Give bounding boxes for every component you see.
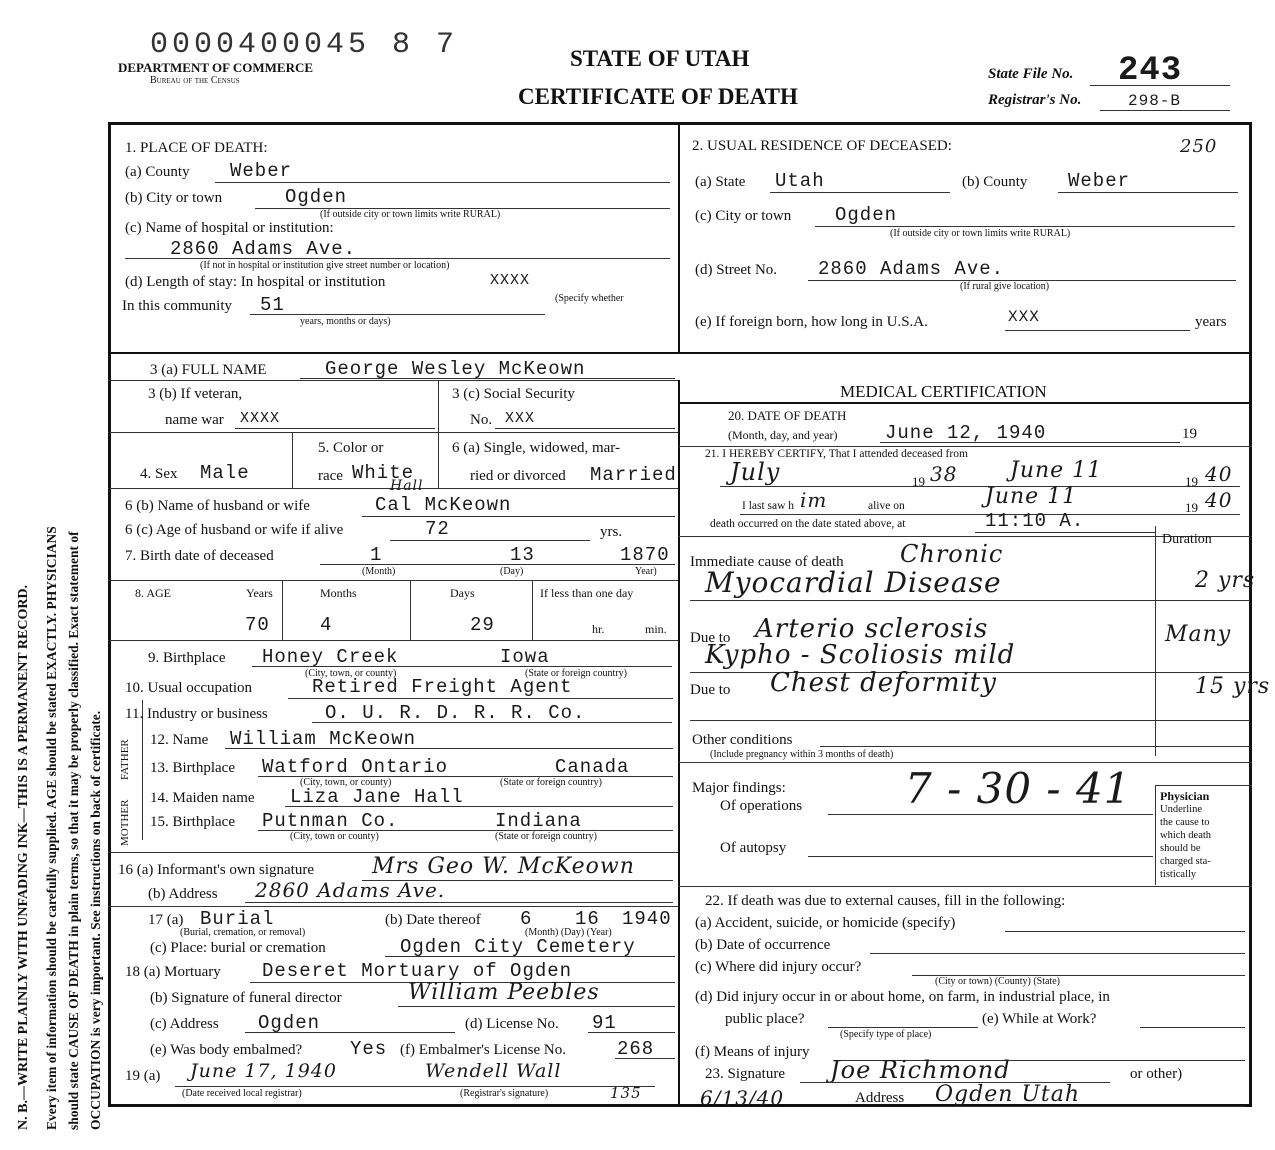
physician-address-label: Address (855, 1090, 905, 1106)
external-d-spec: (Specify type of place) (840, 1029, 932, 1040)
birth-year: 1870 (620, 544, 670, 566)
spouse-label: 6 (b) Name of husband or wife (125, 498, 310, 514)
state-file-line (1090, 85, 1230, 86)
embalmer-label: (f) Embalmer's License No. (400, 1042, 566, 1058)
burial-place: Ogden City Cemetery (400, 936, 636, 958)
res-years: years (1195, 314, 1227, 330)
res-county-value: Weber (1068, 170, 1131, 192)
city-value: Ogden (285, 186, 348, 208)
res-city-label: (c) City or town (695, 208, 792, 224)
specify-note: (Specify whether (555, 293, 624, 304)
mother-bp-label: 15. Birthplace (150, 814, 235, 830)
margin-line-3: should state CAUSE OF DEATH in plain terms, so that it may be properly classified. Exact statement of (66, 531, 81, 1130)
mortuary-value: Deseret Mortuary of Ogden (262, 960, 573, 982)
external-b-line (870, 953, 1245, 954)
birth-line (320, 564, 675, 565)
medical-heading: MEDICAL CERTIFICATION (840, 382, 1047, 401)
county-value: Weber (230, 160, 293, 182)
row-age-top (108, 580, 678, 581)
race-label: race (318, 468, 343, 484)
war-label: name war (165, 412, 224, 428)
last-saw-label: I last saw h (742, 500, 795, 512)
autopsy-line (808, 856, 1153, 857)
community-label: In this community (122, 298, 232, 314)
operations-label: Of operations (720, 798, 803, 814)
res-county-line (1058, 192, 1238, 193)
mother-maiden-value: Liza Jane Hall (290, 786, 464, 808)
res-city-value: Ogden (835, 204, 898, 226)
burial-place-line (385, 956, 675, 957)
physician-note-line: should be (1160, 843, 1201, 854)
last-saw-date: June 11 (985, 484, 1078, 509)
external-c: (c) Where did injury occur? (695, 959, 862, 975)
ssn-no-label: No. (470, 412, 493, 428)
residence-heading: 2. USUAL RESIDENCE OF DECEASED: (692, 138, 952, 154)
other-conditions-cap: (Include pregnancy within 3 months of death) (710, 749, 894, 760)
margin-instructions (6, 30, 106, 1140)
received-line (175, 1086, 655, 1087)
burial-date-cap: (Month) (Day) (Year) (525, 927, 612, 938)
months-cap: Months (320, 586, 357, 600)
immediate-line (690, 600, 1250, 601)
physician-note-line: Underline (1160, 804, 1202, 815)
physician-address: Ogden Utah (935, 1082, 1081, 1107)
stay-value: XXXX (490, 272, 531, 289)
embalmed-value: Yes (350, 1038, 388, 1060)
birthplace-line (252, 666, 672, 667)
mother-side-label: MOTHER (119, 799, 131, 846)
attended-from: July (730, 458, 781, 486)
margin-line-1: N. B.—WRITE PLAINLY WITH UNFADING INK—THIS IS A PERMANENT RECORD. (16, 584, 31, 1130)
row-informant-top (108, 852, 678, 853)
birthplace-state-cap: (State or foreign country) (525, 668, 627, 679)
dod-value: June 12, 1940 (885, 422, 1047, 444)
registrar-cap: (Registrar's signature) (460, 1088, 549, 1099)
res-foreign-label: (e) If foreign born, how long in U.S.A. (695, 314, 928, 330)
age-label: 8. AGE (135, 586, 171, 600)
physician-box-left (1155, 785, 1156, 885)
birth-year-cap: Year) (635, 566, 657, 577)
medical-divider (678, 380, 680, 1106)
registrar-num: 135 (610, 1084, 642, 1102)
due-to-label-1: Due to (690, 630, 731, 646)
external-d1: (d) Did injury occur in or about home, on farm, in industrial place, in (695, 989, 1110, 1005)
funeral-address-line (245, 1032, 455, 1033)
last-saw-yr: 40 (1205, 488, 1233, 512)
due-2-line (690, 720, 1250, 721)
external-b: (b) Date of occurrence (695, 937, 831, 953)
father-bp-label: 13. Birthplace (150, 760, 235, 776)
mother-bp-state-cap: (State or foreign country) (495, 831, 597, 842)
sex-value: Male (200, 462, 250, 484)
spouse-age-label: 6 (c) Age of husband or wife if alive (125, 522, 344, 538)
marital-label-2: ried or divorced (470, 468, 566, 484)
due-to-label-2: Due to (690, 682, 731, 698)
place-of-death-heading: 1. PLACE OF DEATH: (125, 140, 268, 156)
operations-line (828, 814, 1153, 815)
duration-divider (1155, 526, 1156, 756)
birth-label: 7. Birth date of deceased (125, 548, 274, 564)
res-state-label: (a) State (695, 174, 746, 190)
other-conditions-line (820, 746, 1250, 747)
days-cap: Days (450, 586, 475, 600)
external-heading: 22. If death was due to external causes, fill in the following: (705, 893, 1066, 909)
full-name-value: George Wesley McKeown (325, 358, 586, 380)
age-div-1 (282, 580, 283, 640)
funeral-address: Ogden (258, 1012, 321, 1034)
birth-month-cap: (Month) (362, 566, 396, 577)
city-label: (b) City or town (125, 190, 223, 206)
stay-units: years, months or days) (300, 316, 391, 327)
row-age-bottom (108, 640, 678, 641)
industry-line (312, 722, 672, 723)
hospital-line (125, 258, 670, 259)
informant-sig: Mrs Geo W. McKeown (372, 854, 635, 879)
pre19-a: 19 (912, 474, 925, 489)
full-name-label: 3 (a) FULL NAME (150, 362, 267, 378)
burial-date-year: 1940 (622, 908, 672, 930)
res-street-note: (If rural give location) (960, 281, 1050, 292)
birth-day-cap: (Day) (500, 566, 524, 577)
operations-value: 7 - 30 - 41 (905, 764, 1132, 813)
director-line (398, 1006, 675, 1007)
spouse-insert: Hall (390, 478, 424, 494)
immediate-cause-1: Chronic (900, 540, 1004, 568)
signature-or-other: or other) (1130, 1066, 1183, 1082)
external-f: (f) Means of injury (695, 1044, 810, 1060)
physician-note-line: tistically (1160, 869, 1197, 880)
immediate-label: Immediate cause of death (690, 554, 844, 570)
mortuary-label: 18 (a) Mortuary (125, 964, 221, 980)
burial-method: Burial (200, 908, 275, 930)
color-label: 5. Color or (318, 440, 384, 456)
burial-date-month: 6 (520, 908, 533, 930)
license-line (588, 1032, 675, 1033)
physician-note (1160, 790, 1211, 881)
birthplace-label: 9. Birthplace (148, 650, 226, 666)
occupation-label: 10. Usual occupation (125, 680, 253, 696)
due-to-1-duration: Many (1165, 622, 1232, 647)
spouse-value: Cal McKeown (375, 494, 512, 516)
last-saw-sex: im (800, 488, 828, 512)
burial-method-label: 17 (a) (148, 912, 184, 928)
res-city-note: (If outside city or town limits write RURAL) (890, 228, 1071, 239)
father-side-label: FATHER (119, 739, 131, 780)
birthplace-city-cap: (City, town, or county) (305, 668, 397, 679)
state-file-value: 243 (1118, 52, 1183, 90)
birthplace-state: Iowa (500, 646, 550, 668)
spouse-yrs: yrs. (600, 524, 623, 540)
row-sex-top (108, 432, 678, 433)
attended-from-yr: 38 (930, 462, 958, 486)
physician-note-line: the cause to (1160, 817, 1210, 828)
res-street-value: 2860 Adams Ave. (818, 258, 1005, 280)
community-value: 51 (260, 294, 285, 316)
pre19-b: 19 (1185, 474, 1198, 489)
license-value: 91 (592, 1012, 617, 1034)
industry-value: O. U. R. D. R. R. Co. (325, 702, 586, 724)
registrar-value: 298-B (1128, 92, 1182, 110)
director-sig: William Peebles (408, 980, 600, 1005)
physician-address-line (920, 1106, 1245, 1107)
age-days: 29 (470, 614, 495, 636)
industry-label: 11. Industry or business (125, 706, 268, 722)
embalmer-line (615, 1058, 675, 1059)
res-state-line (770, 192, 950, 193)
bureau: Bureau of the Census (150, 75, 240, 86)
due-to-2-duration: 15 yrs (1195, 674, 1271, 699)
medical-heading-line (678, 402, 1252, 404)
license-label: (d) License No. (465, 1016, 559, 1032)
certificate-title: CERTIFICATE OF DEATH (518, 84, 798, 109)
county-line (215, 182, 670, 183)
due-to-2: Chest deformity (770, 668, 997, 698)
autopsy-label: Of autopsy (720, 840, 787, 856)
serial-number: 0000400045 8 7 (150, 28, 459, 62)
spouse-age-line (390, 540, 590, 541)
age-months: 4 (320, 614, 333, 636)
received-label: 19 (a) (125, 1068, 161, 1084)
divider-name (108, 352, 1252, 354)
father-bp-state-cap: (State or foreign country) (500, 777, 602, 788)
res-county-label: (b) County (962, 174, 1028, 190)
mother-maiden-line (285, 806, 673, 807)
major-findings-top (678, 762, 1252, 763)
external-e-line (1140, 1027, 1245, 1028)
race-divider (438, 432, 439, 488)
informant-addr: 2860 Adams Ave. (255, 878, 446, 902)
physician-note-line: Physician (1160, 789, 1210, 803)
war-value: XXXX (240, 410, 281, 427)
other-conditions-label: Other conditions (692, 732, 793, 748)
attended-to-yr: 40 (1205, 462, 1233, 486)
years-cap: Years (246, 586, 273, 600)
res-city-line (815, 226, 1235, 227)
director-label: (b) Signature of funeral director (150, 990, 342, 1006)
major-findings-label: Major findings: (692, 780, 786, 796)
external-d-line (828, 1027, 978, 1028)
county-label: (a) County (125, 164, 190, 180)
hospital-value: 2860 Adams Ave. (170, 238, 357, 260)
external-c-caps: (City or town) (County) (State) (935, 976, 1060, 987)
row-veteran-top (108, 380, 678, 381)
row-burial-top (108, 906, 678, 907)
ssn-line (495, 428, 675, 429)
spouse-line (362, 516, 675, 517)
burial-method-cap: (Burial, cremation, or removal) (180, 927, 306, 938)
occupation-value: Retired Freight Agent (312, 676, 573, 698)
father-bp-city-cap: (City, town, or county) (300, 777, 392, 788)
race-value: White (352, 462, 415, 484)
due-to-1a: Arterio sclerosis (755, 614, 989, 644)
marital-value: Married (590, 464, 677, 486)
occurred-label: death occurred on the date stated above, at (710, 518, 906, 530)
informant-addr-line (245, 902, 673, 903)
certify-label: 21. I HEREBY CERTIFY, That I attended deceased from (705, 448, 968, 460)
vet-divider (438, 380, 439, 432)
attended-line (720, 486, 1240, 487)
res-foreign-line (1005, 330, 1190, 331)
physician-note-line: which death (1160, 830, 1212, 841)
state-title: STATE OF UTAH (570, 46, 750, 71)
mother-bp-city-cap: (City, town or county) (290, 831, 379, 842)
dod-line (880, 442, 1180, 443)
spouse-age-value: 72 (425, 518, 450, 540)
external-d2: public place? (725, 1011, 805, 1027)
ssn-label: 3 (c) Social Security (452, 386, 575, 402)
birthplace-city: Honey Creek (262, 646, 399, 668)
mother-bp-state: Indiana (495, 810, 582, 832)
dod-19: 19 (1182, 426, 1197, 442)
burial-place-label: (c) Place: burial or cremation (150, 940, 326, 956)
age-years: 70 (245, 614, 270, 636)
birth-month: 1 (370, 544, 383, 566)
mother-bp-city: Putnman Co. (262, 810, 399, 832)
external-a: (a) Accident, suicide, or homicide (specify) (695, 915, 956, 931)
burial-date-label: (b) Date thereof (385, 912, 481, 928)
marital-label: 6 (a) Single, widowed, mar- (452, 440, 620, 456)
stay-label: (d) Length of stay: In hospital or institution (125, 274, 386, 290)
death-time-line (975, 532, 1155, 533)
sex-label: 4. Sex (140, 466, 178, 482)
registrar-label: Registrar's No. (988, 92, 1082, 108)
community-line (250, 314, 545, 315)
informant-addr-label: (b) Address (148, 886, 218, 902)
section-divider-top (678, 122, 680, 354)
dod-cap: (Month, day, and year) (728, 428, 838, 442)
state-file-label: State File No. (988, 66, 1074, 82)
mother-maiden-label: 14. Maiden name (150, 790, 255, 806)
alive-on: alive on (868, 500, 905, 512)
war-line (235, 428, 435, 429)
res-foreign-value: XXX (1008, 308, 1040, 326)
res-state-value: Utah (775, 170, 825, 192)
embalmed-label: (e) Was body embalmed? (150, 1042, 303, 1058)
corner-note: 250 (1180, 136, 1218, 157)
margin-line-4: OCCUPATION is very important. See instructions on back of certificate. (88, 710, 103, 1130)
immediate-cause-2: Myocardial Disease (705, 566, 1002, 599)
registrar-sig: Wendell Wall (425, 1060, 562, 1082)
occupation-line (288, 698, 673, 699)
physician-signature: Joe Richmond (830, 1056, 1011, 1084)
father-bp-city: Watford Ontario (262, 756, 449, 778)
dod-row-bottom (678, 446, 1252, 447)
duration-label: Duration (1162, 532, 1212, 547)
signature-date: 6/13/40 (700, 1086, 785, 1110)
registrar-line (1100, 110, 1230, 111)
birth-day: 13 (510, 544, 535, 566)
received-date: June 17, 1940 (190, 1060, 337, 1082)
ssn-value: XXX (505, 410, 536, 427)
res-street-label: (d) Street No. (695, 262, 778, 278)
physician-note-line: charged sta- (1160, 856, 1211, 867)
sex-divider (292, 432, 293, 488)
death-time: 11:10 A. (985, 510, 1085, 532)
due-to-1b: Kypho - Scoliosis mild (705, 640, 1016, 670)
received-cap: (Date received local registrar) (182, 1088, 302, 1099)
signature-label: 23. Signature (705, 1066, 785, 1082)
external-top (678, 886, 1252, 887)
less-day-cap: If less than one day (540, 586, 634, 600)
full-name-line (300, 378, 675, 379)
age-div-3 (532, 580, 533, 640)
hospital-note: (If not in hospital or institution give street number or location) (200, 260, 450, 271)
physician-box-top (1155, 785, 1252, 786)
burial-date-day: 16 (575, 908, 600, 930)
attended-to: June 11 (1010, 458, 1103, 483)
veteran-label: 3 (b) If veteran, (148, 386, 243, 402)
funeral-address-label: (c) Address (150, 1016, 219, 1032)
father-name-line (225, 748, 673, 749)
father-bp-country: Canada (555, 756, 630, 778)
embalmer-value: 268 (617, 1038, 655, 1060)
margin-line-2: Every item of information should be carefully supplied. AGE should be stated EXACTLY. PHYSICIANS (44, 526, 59, 1130)
pre19-c: 19 (1185, 500, 1198, 515)
dod-label: 20. DATE OF DEATH (728, 408, 847, 423)
city-note: (If outside city or town limits write RURAL) (320, 209, 501, 220)
age-div-2 (410, 580, 411, 640)
informant-sig-label: 16 (a) Informant's own signature (118, 862, 314, 878)
father-name-value: William McKeown (230, 728, 417, 750)
hr-cap: hr. (592, 622, 605, 636)
department: DEPARTMENT OF COMMERCE (118, 60, 314, 75)
father-name-label: 12. Name (150, 732, 209, 748)
immediate-duration: 2 yrs (1195, 568, 1256, 593)
hospital-label: (c) Name of hospital or institution: (125, 220, 334, 236)
external-e: (e) While at Work? (982, 1011, 1097, 1027)
external-a-line (1005, 931, 1245, 932)
min-cap: min. (645, 622, 667, 636)
